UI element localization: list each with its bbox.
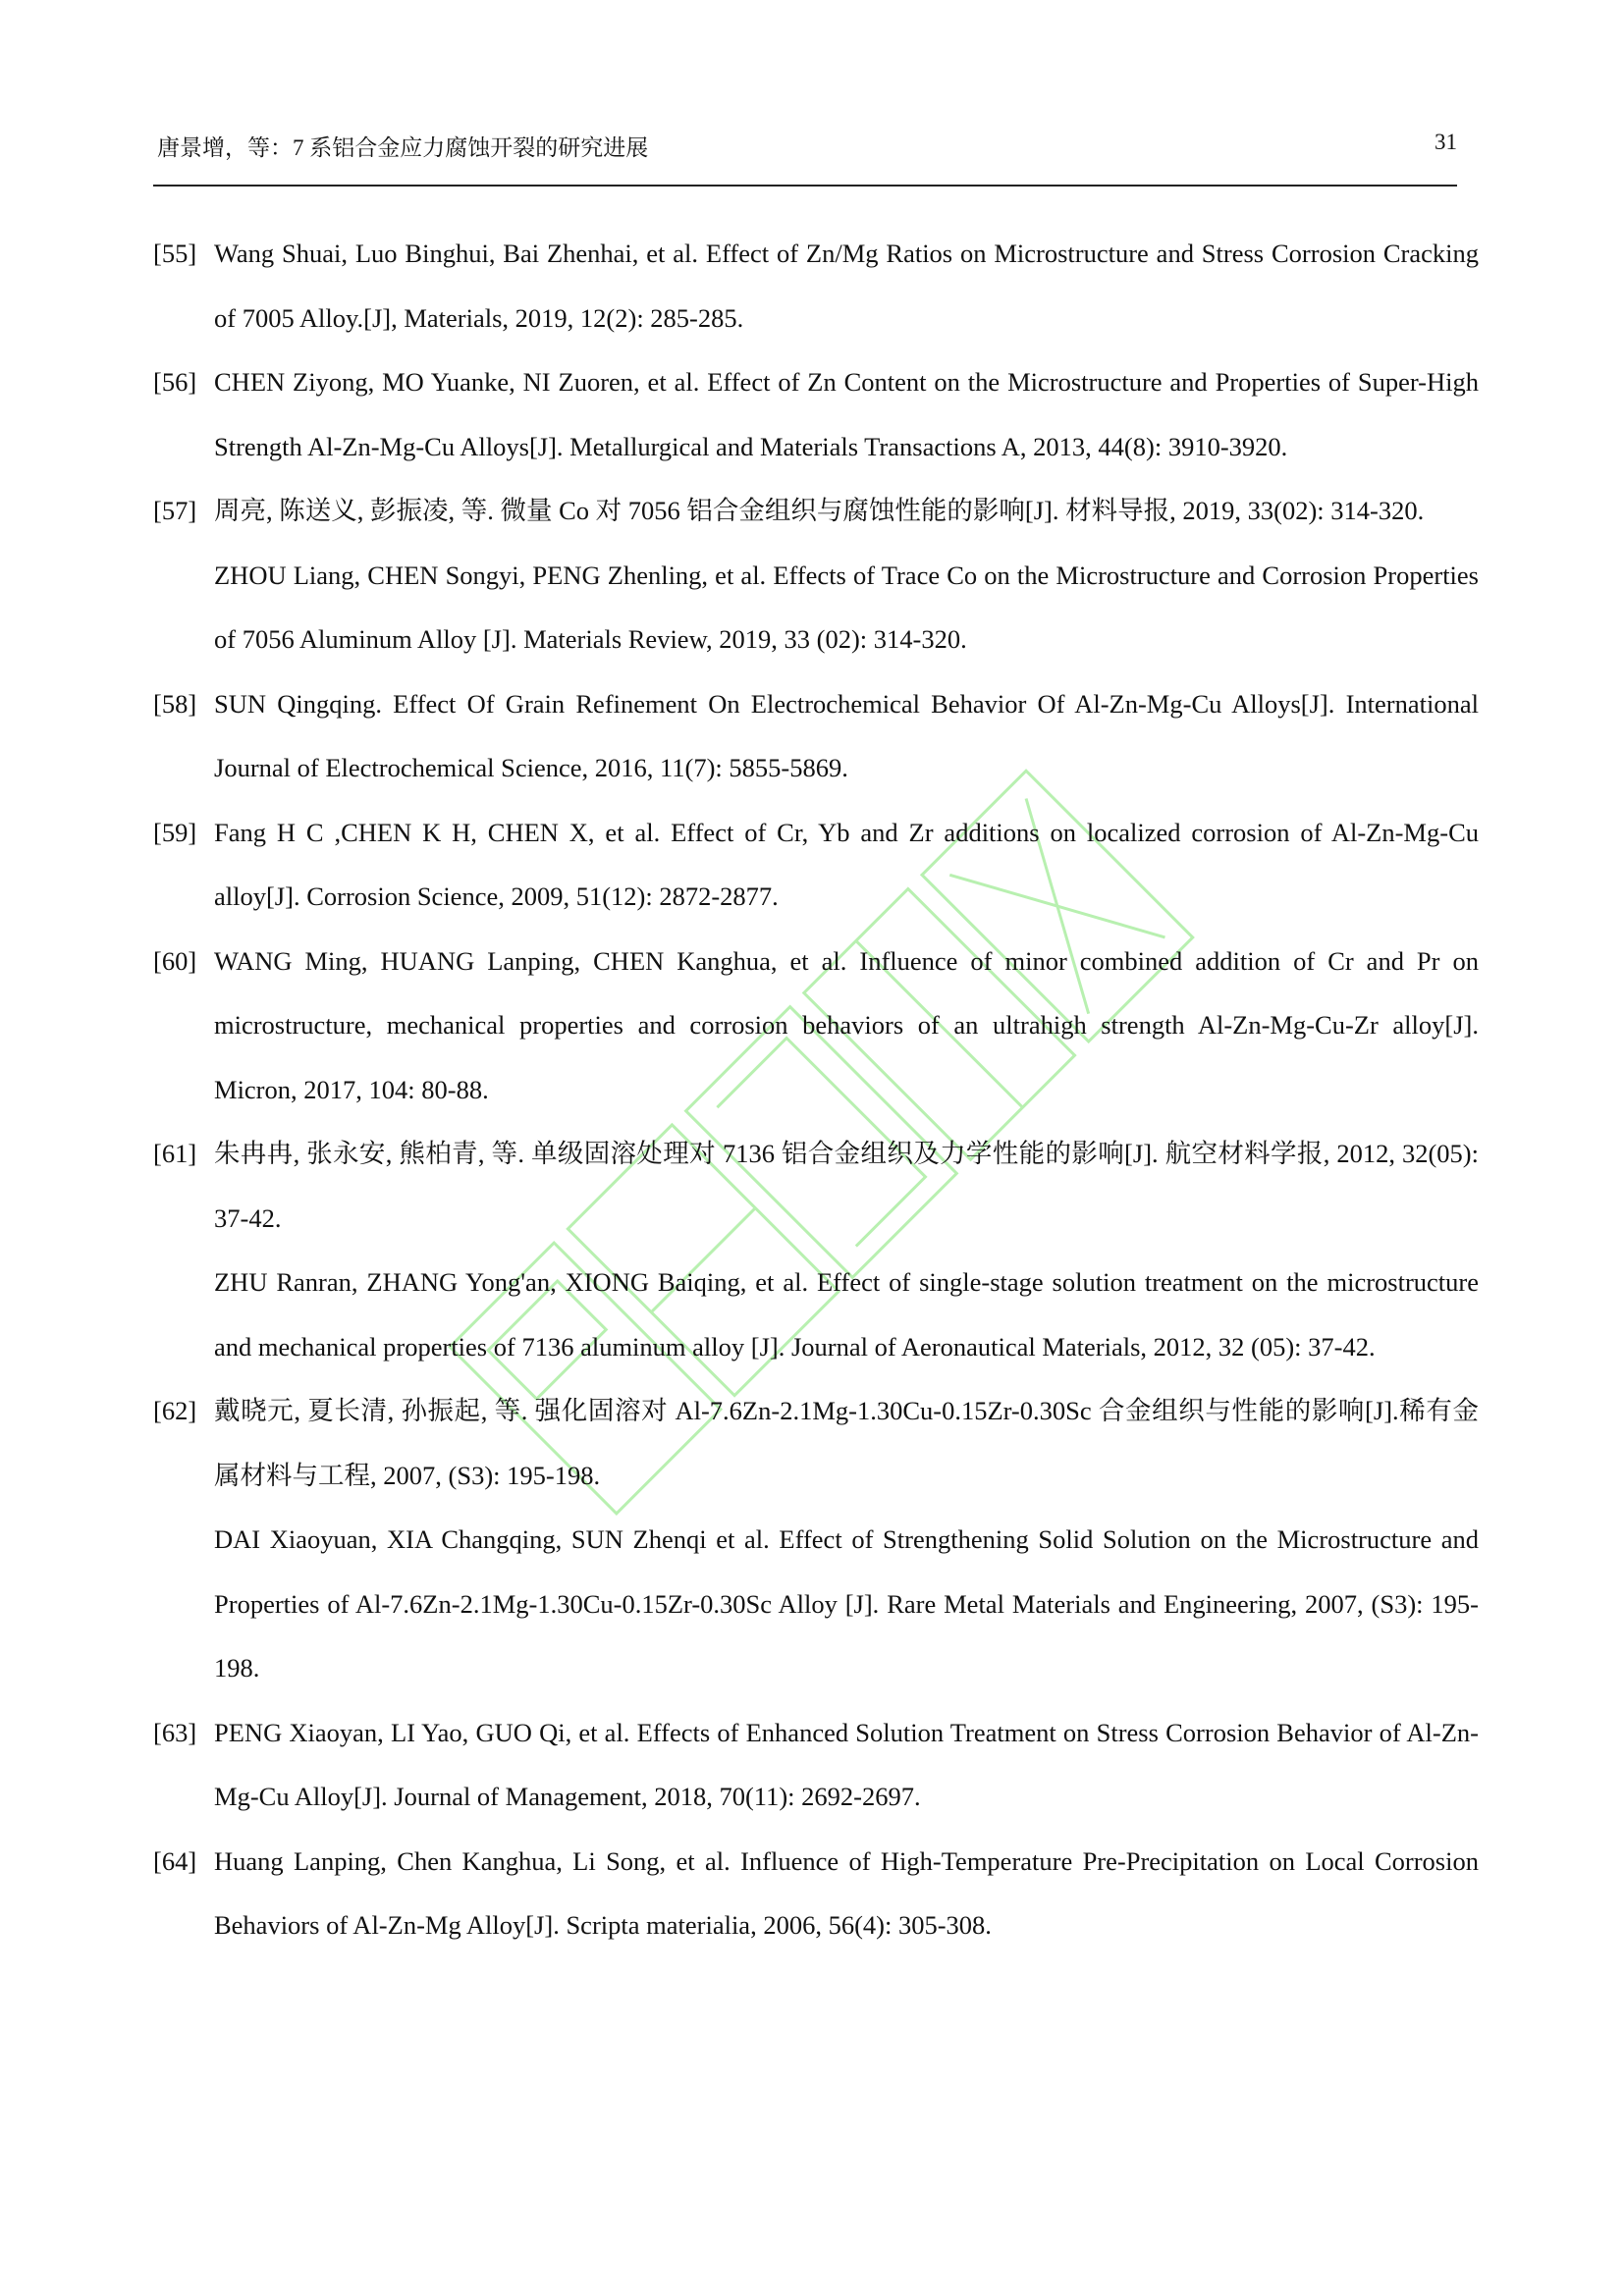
reference-number: [59] bbox=[153, 817, 197, 847]
reference-item bbox=[153, 1122, 1479, 1379]
reference-number: [64] bbox=[153, 1845, 197, 1876]
reference-number: [56] bbox=[153, 367, 197, 397]
reference-item bbox=[153, 1379, 1479, 1701]
reference-item bbox=[153, 672, 1479, 801]
reference-number: [61] bbox=[153, 1139, 197, 1168]
reference-item bbox=[153, 930, 1479, 1123]
reference-english-translation: ZHOU Liang, CHEN Songyi, PENG Zhenling, et al. Effects of Trace Co on the Microstructure and Corrosion Properties of 7056 Aluminum Alloy [J]. Materials Review, 2019, 33 (02): 314-320. bbox=[214, 560, 1479, 654]
reference-text: PENG Xiaoyan, LI Yao, GUO Qi, et al. Effects of Enhanced Solution Treatment on Stress Corrosion Behavior of Al-Zn-Mg-Cu Alloy[J]. Journal of Management, 2018, 70(11): 2692-2697. bbox=[214, 1717, 1479, 1811]
reference-english-translation: DAI Xiaoyuan, XIA Changqing, SUN Zhenqi et al. Effect of Strengthening Solid Solution on the Microstructure and Properties of Al-7.6Zn-2.1Mg-1.30Cu-0.15Zr-0.30Sc Alloy [J]. Rare Metal Materials and Engineering, 2007, (S3): 195-198. bbox=[214, 1524, 1479, 1682]
reference-english-translation: ZHU Ranran, ZHANG Yong'an, XIONG Baiqing, et al. Effect of single-stage solution treatment on the microstructure and mechanical properties of 7136 aluminum alloy [J]. Journal of Aeronautical Materials, 2012, 32 (05): 37-42. bbox=[214, 1267, 1479, 1362]
reference-text: Fang H C ,CHEN K H, CHEN X, et al. Effect of Cr, Yb and Zr additions on localized corrosion of Al-Zn-Mg-Cu alloy[J]. Corrosion Science, 2009, 51(12): 2872-2877. bbox=[214, 817, 1479, 911]
reference-text: Huang Lanping, Chen Kanghua, Li Song, et al. Influence of High-Temperature Pre-Precipitation on Local Corrosion Behaviors of Al-Zn-Mg Alloy[J]. Scripta materialia, 2006, 56(4): 305-308. bbox=[214, 1845, 1479, 1940]
reference-number: [63] bbox=[153, 1717, 197, 1747]
reference-text: 戴晓元, 夏长清, 孙振起, 等. 强化固溶对 Al-7.6Zn-2.1Mg-1.30Cu-0.15Zr-0.30Sc 合金组织与性能的影响[J].稀有金属材料与工程, 2007, (S3): 195-198. bbox=[214, 1396, 1479, 1490]
reference-number: [55] bbox=[153, 239, 197, 268]
reference-text: SUN Qingqing. Effect Of Grain Refinement On Electrochemical Behavior Of Al-Zn-Mg-Cu Alloys[J]. International Journal of Electrochemical Science, 2016, 11(7): 5855-5869. bbox=[214, 688, 1479, 782]
reference-item bbox=[153, 801, 1479, 930]
header-title: 唐景增，等：7 系铝合金应力腐蚀开裂的研究进展 bbox=[157, 135, 649, 160]
reference-text: CHEN Ziyong, MO Yuanke, NI Zuoren, et al. Effect of Zn Content on the Microstructure and Properties of Super-High Strength Al-Zn-Mg-Cu Alloys[J]. Metallurgical and Materials Transactions A, 2013, 44(8): 3910-3920. bbox=[214, 367, 1479, 461]
reference-item bbox=[153, 479, 1479, 672]
reference-text: Wang Shuai, Luo Binghui, Bai Zhenhai, et al. Effect of Zn/Mg Ratios on Microstructure and Stress Corrosion Cracking of 7005 Alloy.[J], Materials, 2019, 12(2): 285-285. bbox=[214, 239, 1479, 333]
reference-item bbox=[153, 1830, 1479, 1958]
reference-number: [58] bbox=[153, 688, 197, 719]
reference-text: WANG Ming, HUANG Lanping, CHEN Kanghua, et al. Influence of minor combined addition of Cr and Pr on microstructure, mechanical properties and corrosion behaviors of an ultrahigh strength Al-Zn-Mg-Cu-Zr alloy[J]. Micron, 2017, 104: 80-88. bbox=[214, 945, 1479, 1104]
reference-list bbox=[153, 222, 1479, 1958]
reference-item bbox=[153, 1701, 1479, 1830]
reference-text: 周亮, 陈送义, 彭振凌, 等. 微量 Co 对 7056 铝合金组织与腐蚀性能的影响[J]. 材料导报, 2019, 33(02): 314-320. bbox=[214, 496, 1425, 525]
reference-item bbox=[153, 350, 1479, 479]
reference-number: [57] bbox=[153, 496, 197, 525]
reference-number: [62] bbox=[153, 1396, 197, 1425]
reference-text: 朱冉冉, 张永安, 熊柏青, 等. 单级固溶处理对 7136 铝合金组织及力学性能的影响[J]. 航空材料学报, 2012, 32(05): 37-42. bbox=[214, 1139, 1479, 1233]
reference-item bbox=[153, 222, 1479, 350]
page-number: 31 bbox=[1435, 130, 1457, 154]
running-header bbox=[153, 116, 1457, 187]
reference-number: [60] bbox=[153, 945, 197, 976]
